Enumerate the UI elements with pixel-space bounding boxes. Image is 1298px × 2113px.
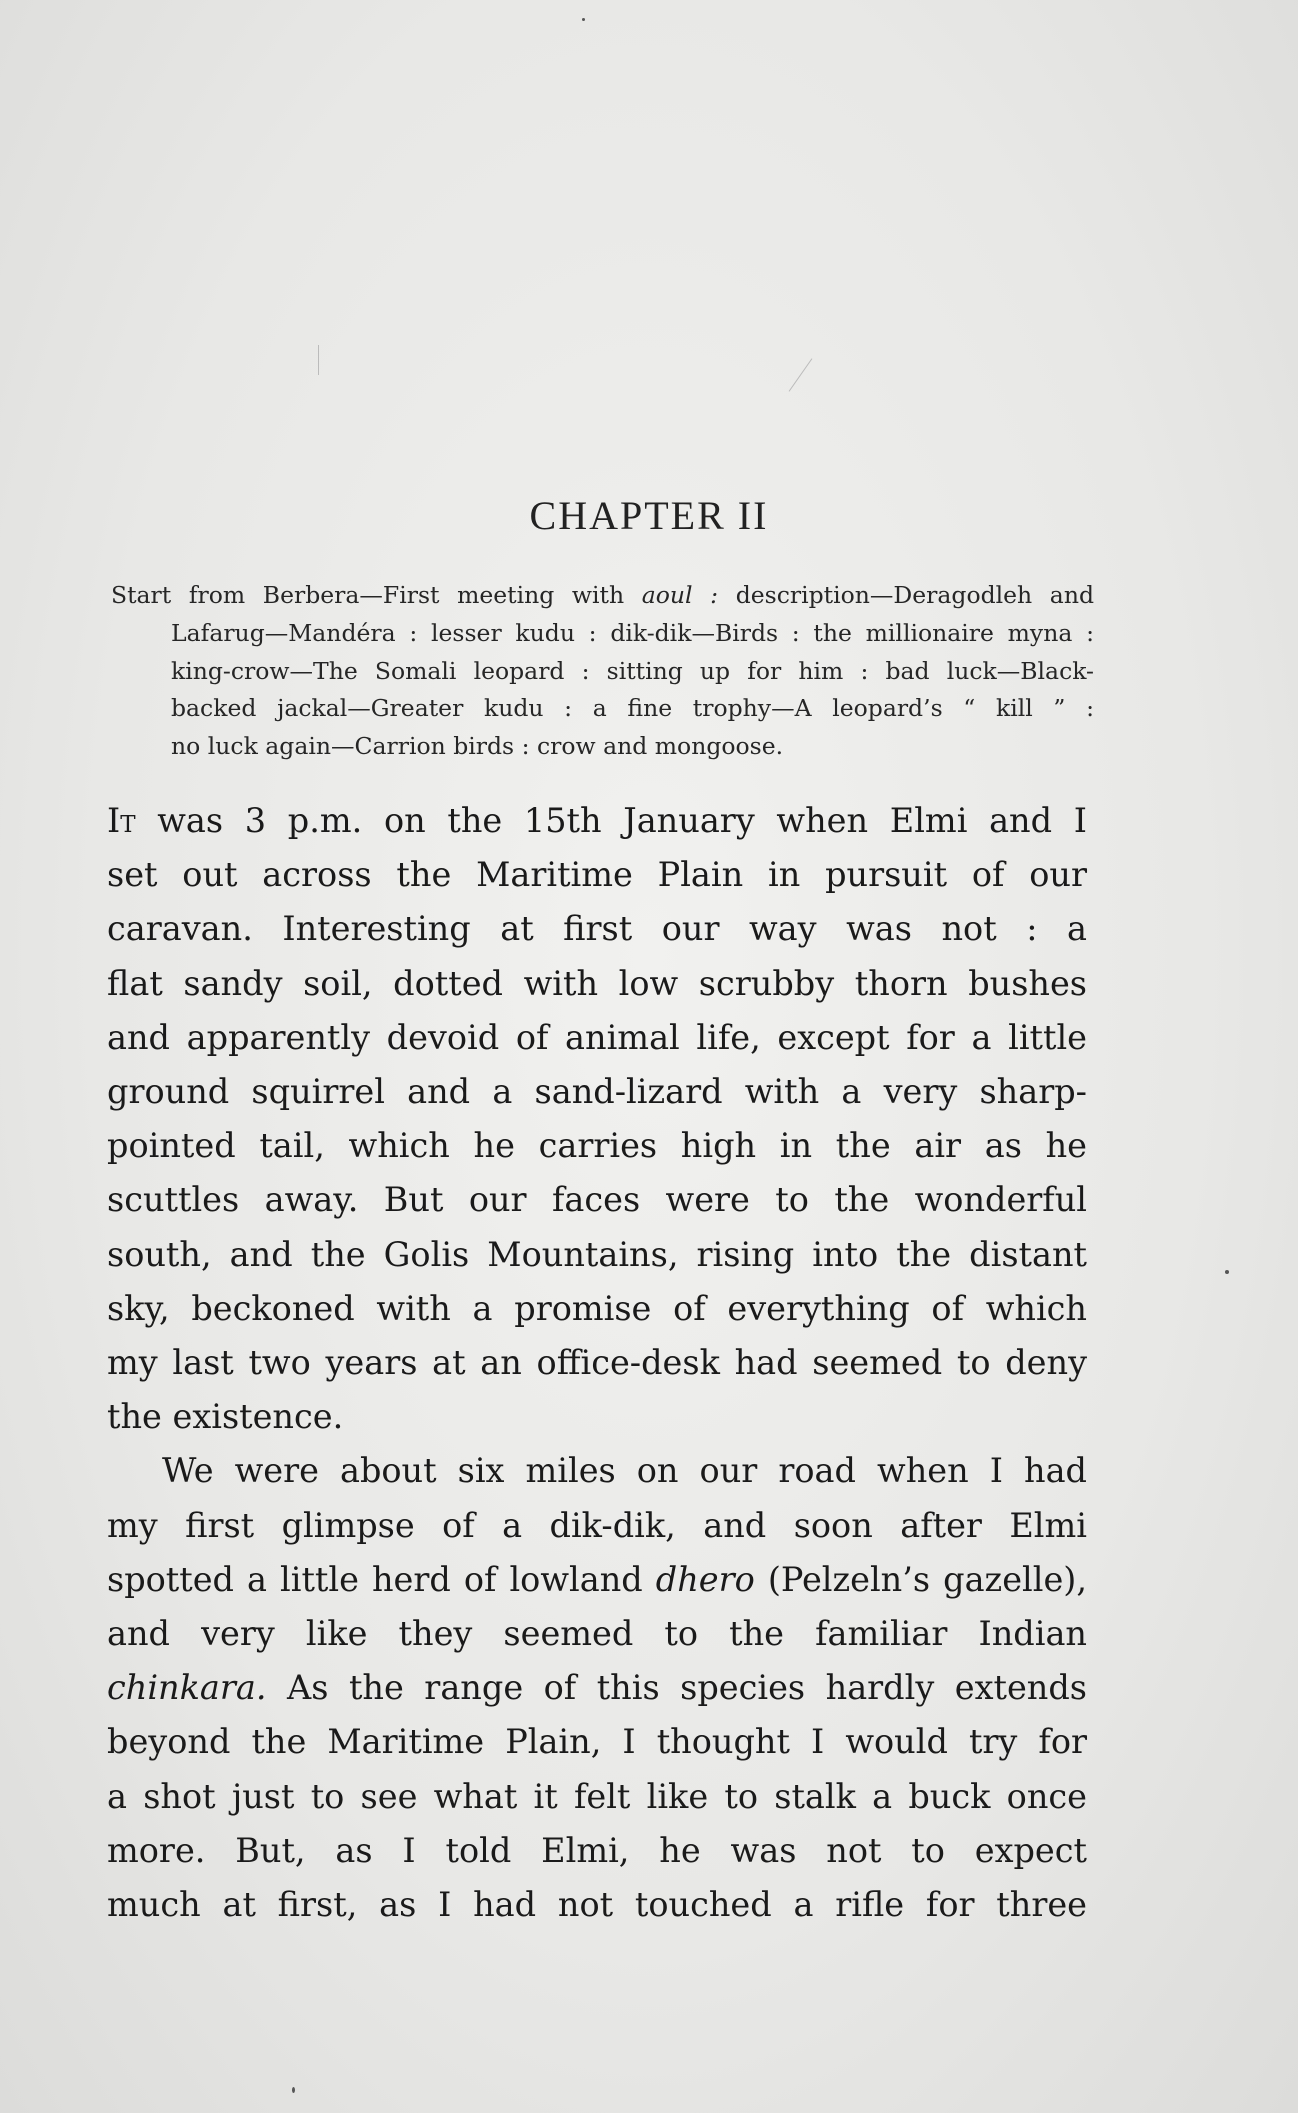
body-line: scuttles away. But our faces were to the wonderful [107,1180,1087,1220]
body-line-text: was 3 p.m. on the 15th January when Elmi and I [135,801,1087,840]
page-scratch-mark [789,358,813,391]
paragraph-1 [107,794,1087,1444]
italic-term: dhero [655,1559,755,1599]
synopsis-line [171,728,1094,766]
body-line: ground squirrel and a sand-lizard with a very sharp- [107,1072,1087,1112]
opening-word: It [107,801,136,840]
synopsis-text: no luck again—Carrion birds : crow and mongoose. [171,732,784,761]
body-line-text: (Pelzeln’s gazelle), [754,1559,1087,1599]
body-line-text: spotted a little herd of lowland [107,1559,656,1599]
body-line [107,1661,1087,1715]
synopsis-text: Start from Berbera—First meeting with [111,581,642,609]
body-line: my first glimpse of a dik-dik, and soon after Elmi [107,1505,1087,1545]
synopsis-text: description—Deragodleh and [718,581,1094,609]
body-line: set out across the Maritime Plain in pursuit of our [107,855,1087,895]
body-line: much at first, as I had not touched a rifle for three [107,1885,1087,1925]
body-line [107,1553,1087,1607]
body-line: more. But, as I told Elmi, he was not to expect [107,1830,1087,1870]
body-line: and apparently devoid of animal life, except for a little [107,1017,1087,1057]
synopsis-line [171,690,1094,728]
body-line [107,794,1087,848]
chapter-synopsis [111,577,1094,766]
body-line: the existence. [107,1397,344,1437]
page-scratch-mark [318,345,319,375]
page-speck [1225,1270,1229,1274]
body-text [107,794,1087,1932]
chapter-heading: CHAPTER II [529,493,769,538]
page-speck [292,2087,295,2093]
synopsis-line [171,653,1094,691]
page-speck [582,18,585,21]
body-line: flat sandy soil, dotted with low scrubby thorn bushes [107,963,1087,1003]
synopsis-text: king-crow—The Somali leopard : sitting up for him : bad luck—Black- [171,656,1094,685]
synopsis-line [111,577,1094,615]
body-line: my last two years at an office-desk had seemed to deny [107,1343,1087,1383]
body-line: south, and the Golis Mountains, rising into the distant [107,1234,1087,1274]
paragraph-2 [107,1444,1087,1932]
body-line: caravan. Interesting at first our way was not : a [107,909,1087,949]
synopsis-text: Lafarug—Mandéra : lesser kudu : dik-dik—Birds : the millionaire myna : [171,618,1094,647]
synopsis-italic-term: aoul : [641,581,719,609]
body-line: and very like they seemed to the familiar Indian [107,1614,1087,1654]
body-line: We were about six miles on our road when I had [162,1451,1087,1491]
body-line-text: As the range of this species hardly extends [266,1668,1087,1708]
body-line: beyond the Maritime Plain, I thought I would try for [107,1722,1087,1762]
body-line: sky, beckoned with a promise of everything of which [107,1288,1087,1328]
synopsis-line [171,615,1094,653]
synopsis-text: backed jackal—Greater kudu : a fine trophy—A leopard’s “ kill ” : [171,694,1094,723]
body-line: pointed tail, which he carries high in the air as he [107,1126,1087,1166]
italic-term: chinkara. [107,1668,267,1708]
body-line: a shot just to see what it felt like to stalk a buck once [107,1776,1087,1816]
